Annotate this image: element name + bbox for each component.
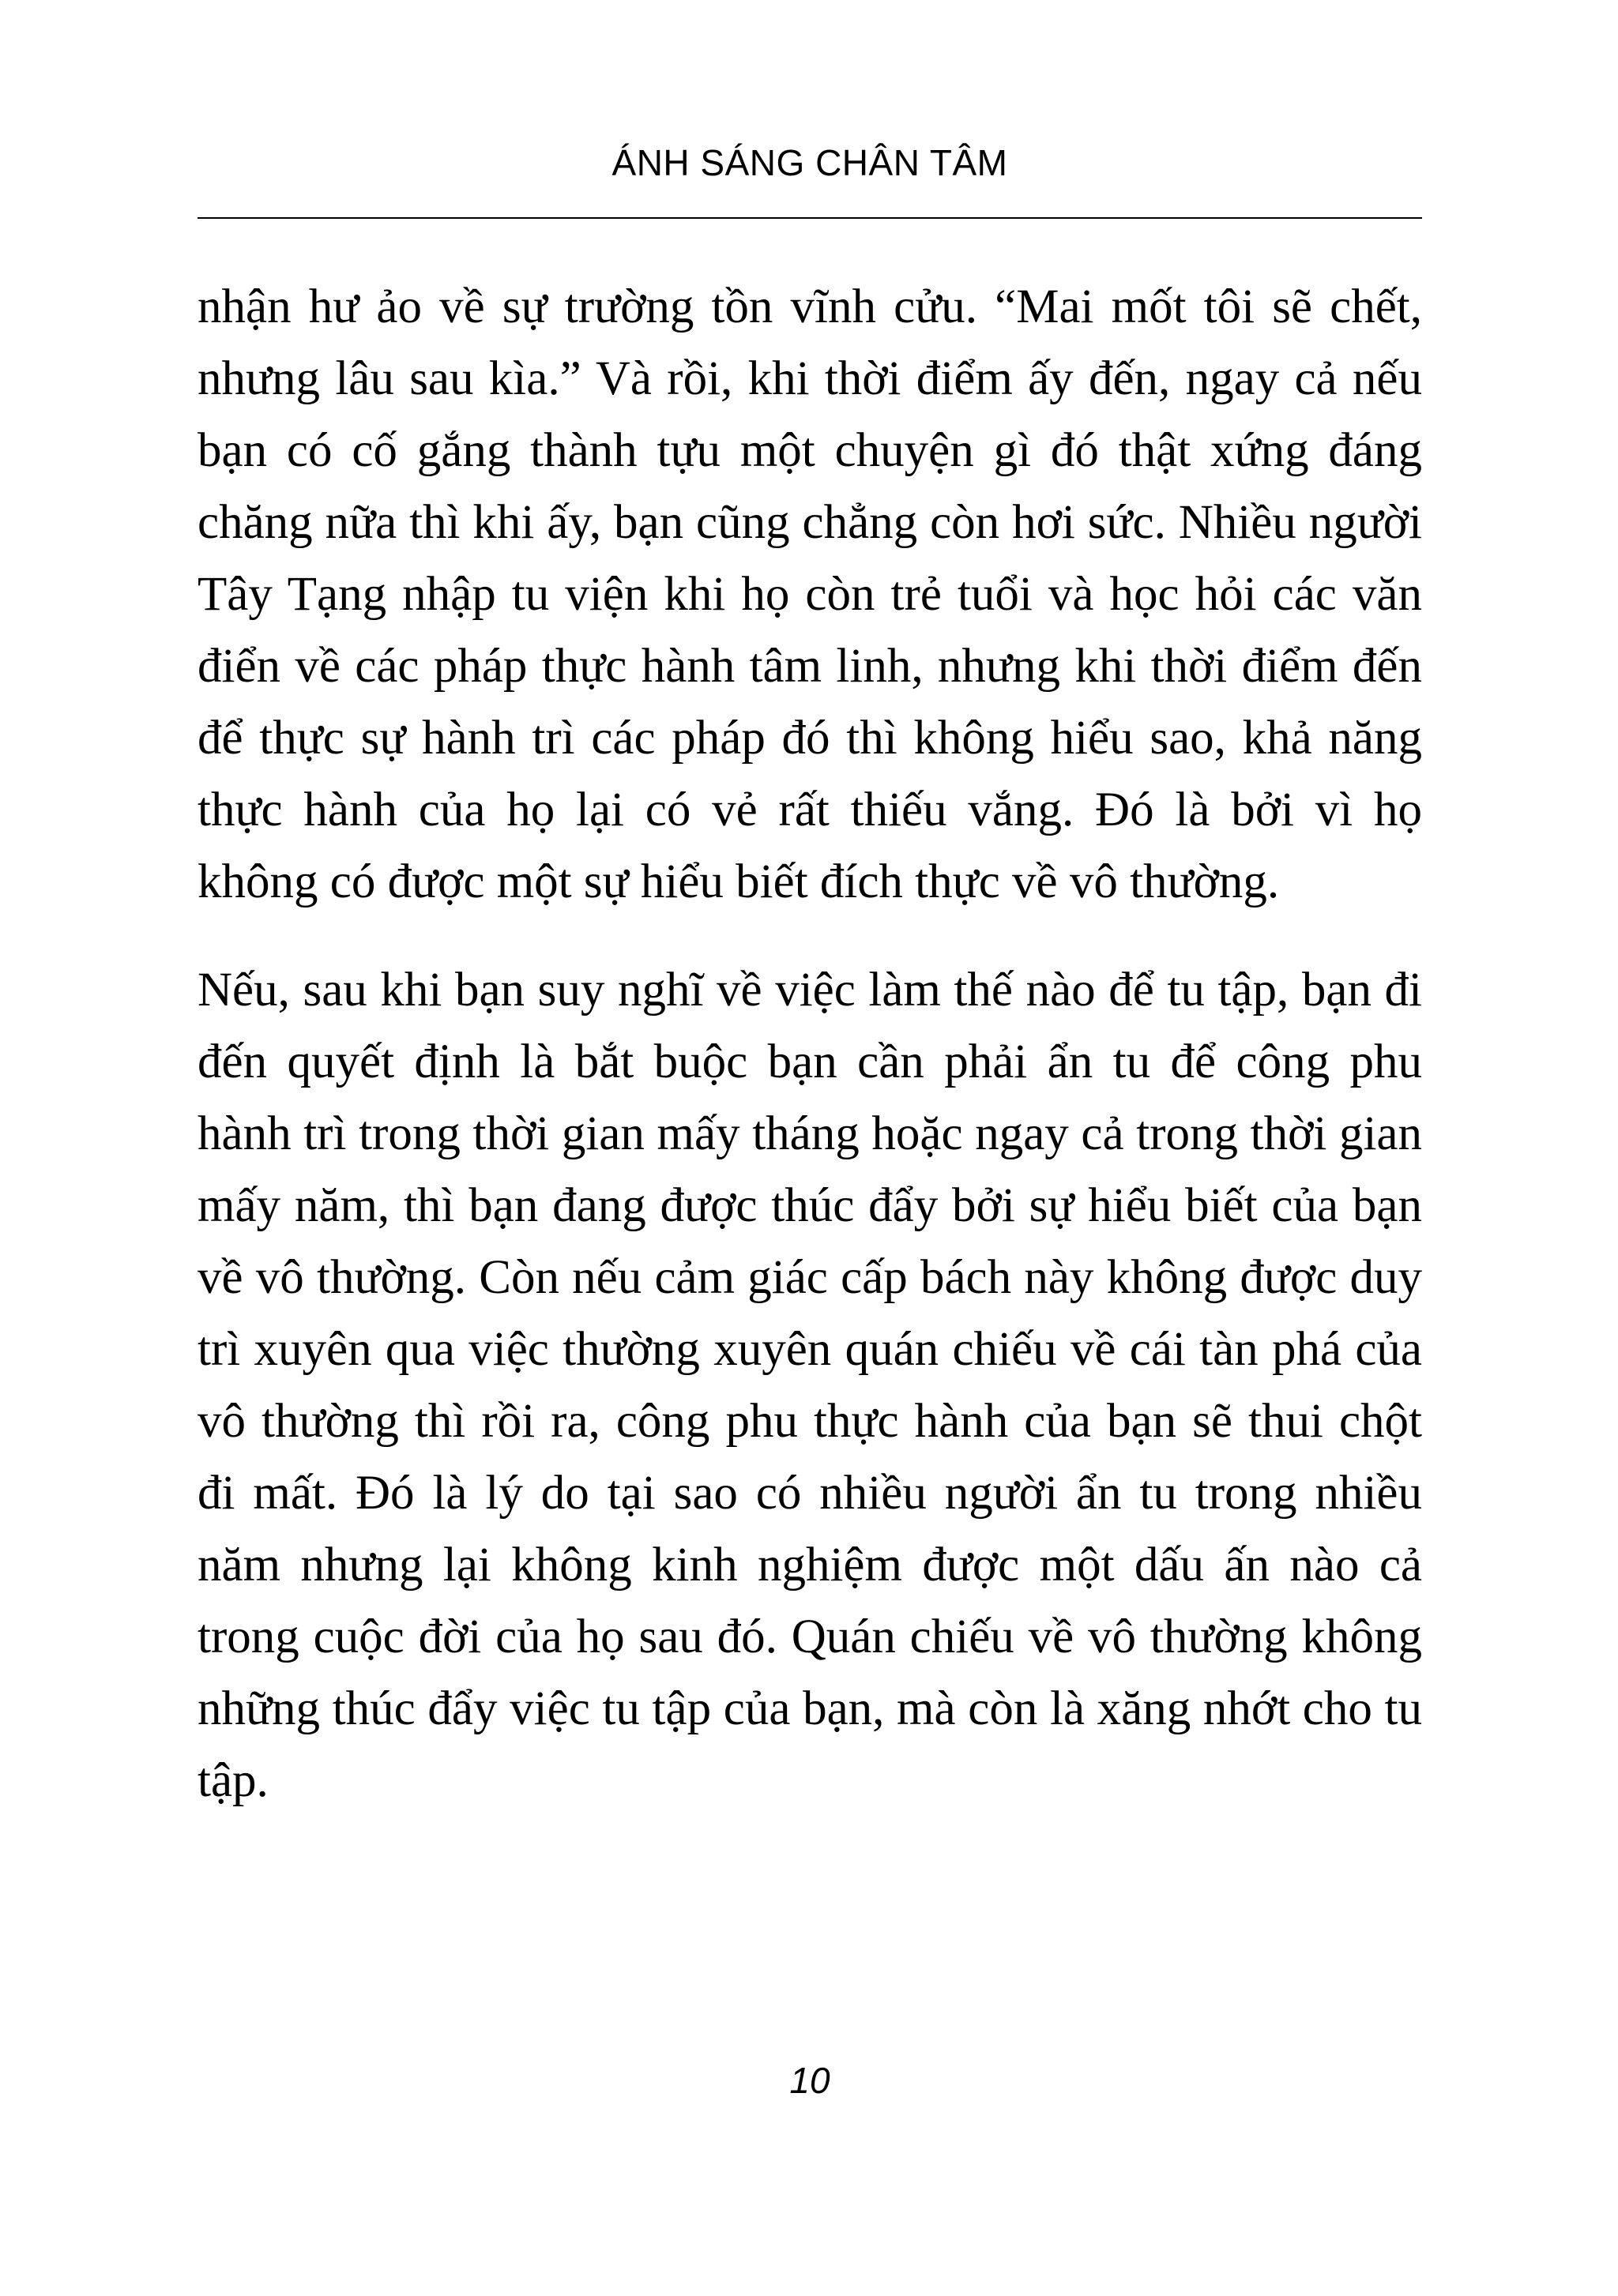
paragraph-2: Nếu, sau khi bạn suy nghĩ về việc làm thế nào để tu tập, bạn đi đến quyết định là bắt buộc bạn cần phải ẩn tu để công phu hành trì trong thời gian mấy tháng hoặc ngay cả trong thời gian mấy năm, thì bạn đang được thúc đẩy bởi sự hiểu biết của bạn về vô thường. Còn nếu cảm giác cấp bách này không được duy trì xuyên qua việc thường xuyên quán chiếu về cái tàn phá của vô thường thì rồi ra, công phu thực hành của bạn sẽ thui chột đi mất. Đó là lý do tại sao có nhiều người ẩn tu trong nhiều năm nhưng lại không kinh nghiệm được một dấu ấn nào cả trong cuộc đời của họ sau đó. Quán chiếu về vô thường không những thúc đẩy việc tu tập của bạn, mà còn là xăng nhớt cho tu tập. [198,964,1422,1807]
running-header: ÁNH SÁNG CHÂN TÂM [611,142,1008,183]
header-divider [198,217,1422,219]
paragraph-1: nhận hư ảo về sự trường tồn vĩnh cửu. “Mai mốt tôi sẽ chết, nhưng lâu sau kìa.” Và rồi, khi thời điểm ấy đến, ngay cả nếu bạn có cố gắng thành tựu một chuyện gì đó thật xứng đáng chăng nữa thì khi ấy, bạn cũng chẳng còn hơi sức. Nhiều người Tây Tạng nhập tu viện khi họ còn trẻ tuổi và học hỏi các văn điển về các pháp thực hành tâm linh, nhưng khi thời điểm đến để thực sự hành trì các pháp đó thì không hiểu sao, khả năng thực hành của họ lại có vẻ rất thiếu vắng. Đó là bởi vì họ không có được một sự hiểu biết đích thực về vô thường. [198,280,1422,908]
body-text [198,271,1422,1817]
page-number: 10 [789,2060,830,2101]
